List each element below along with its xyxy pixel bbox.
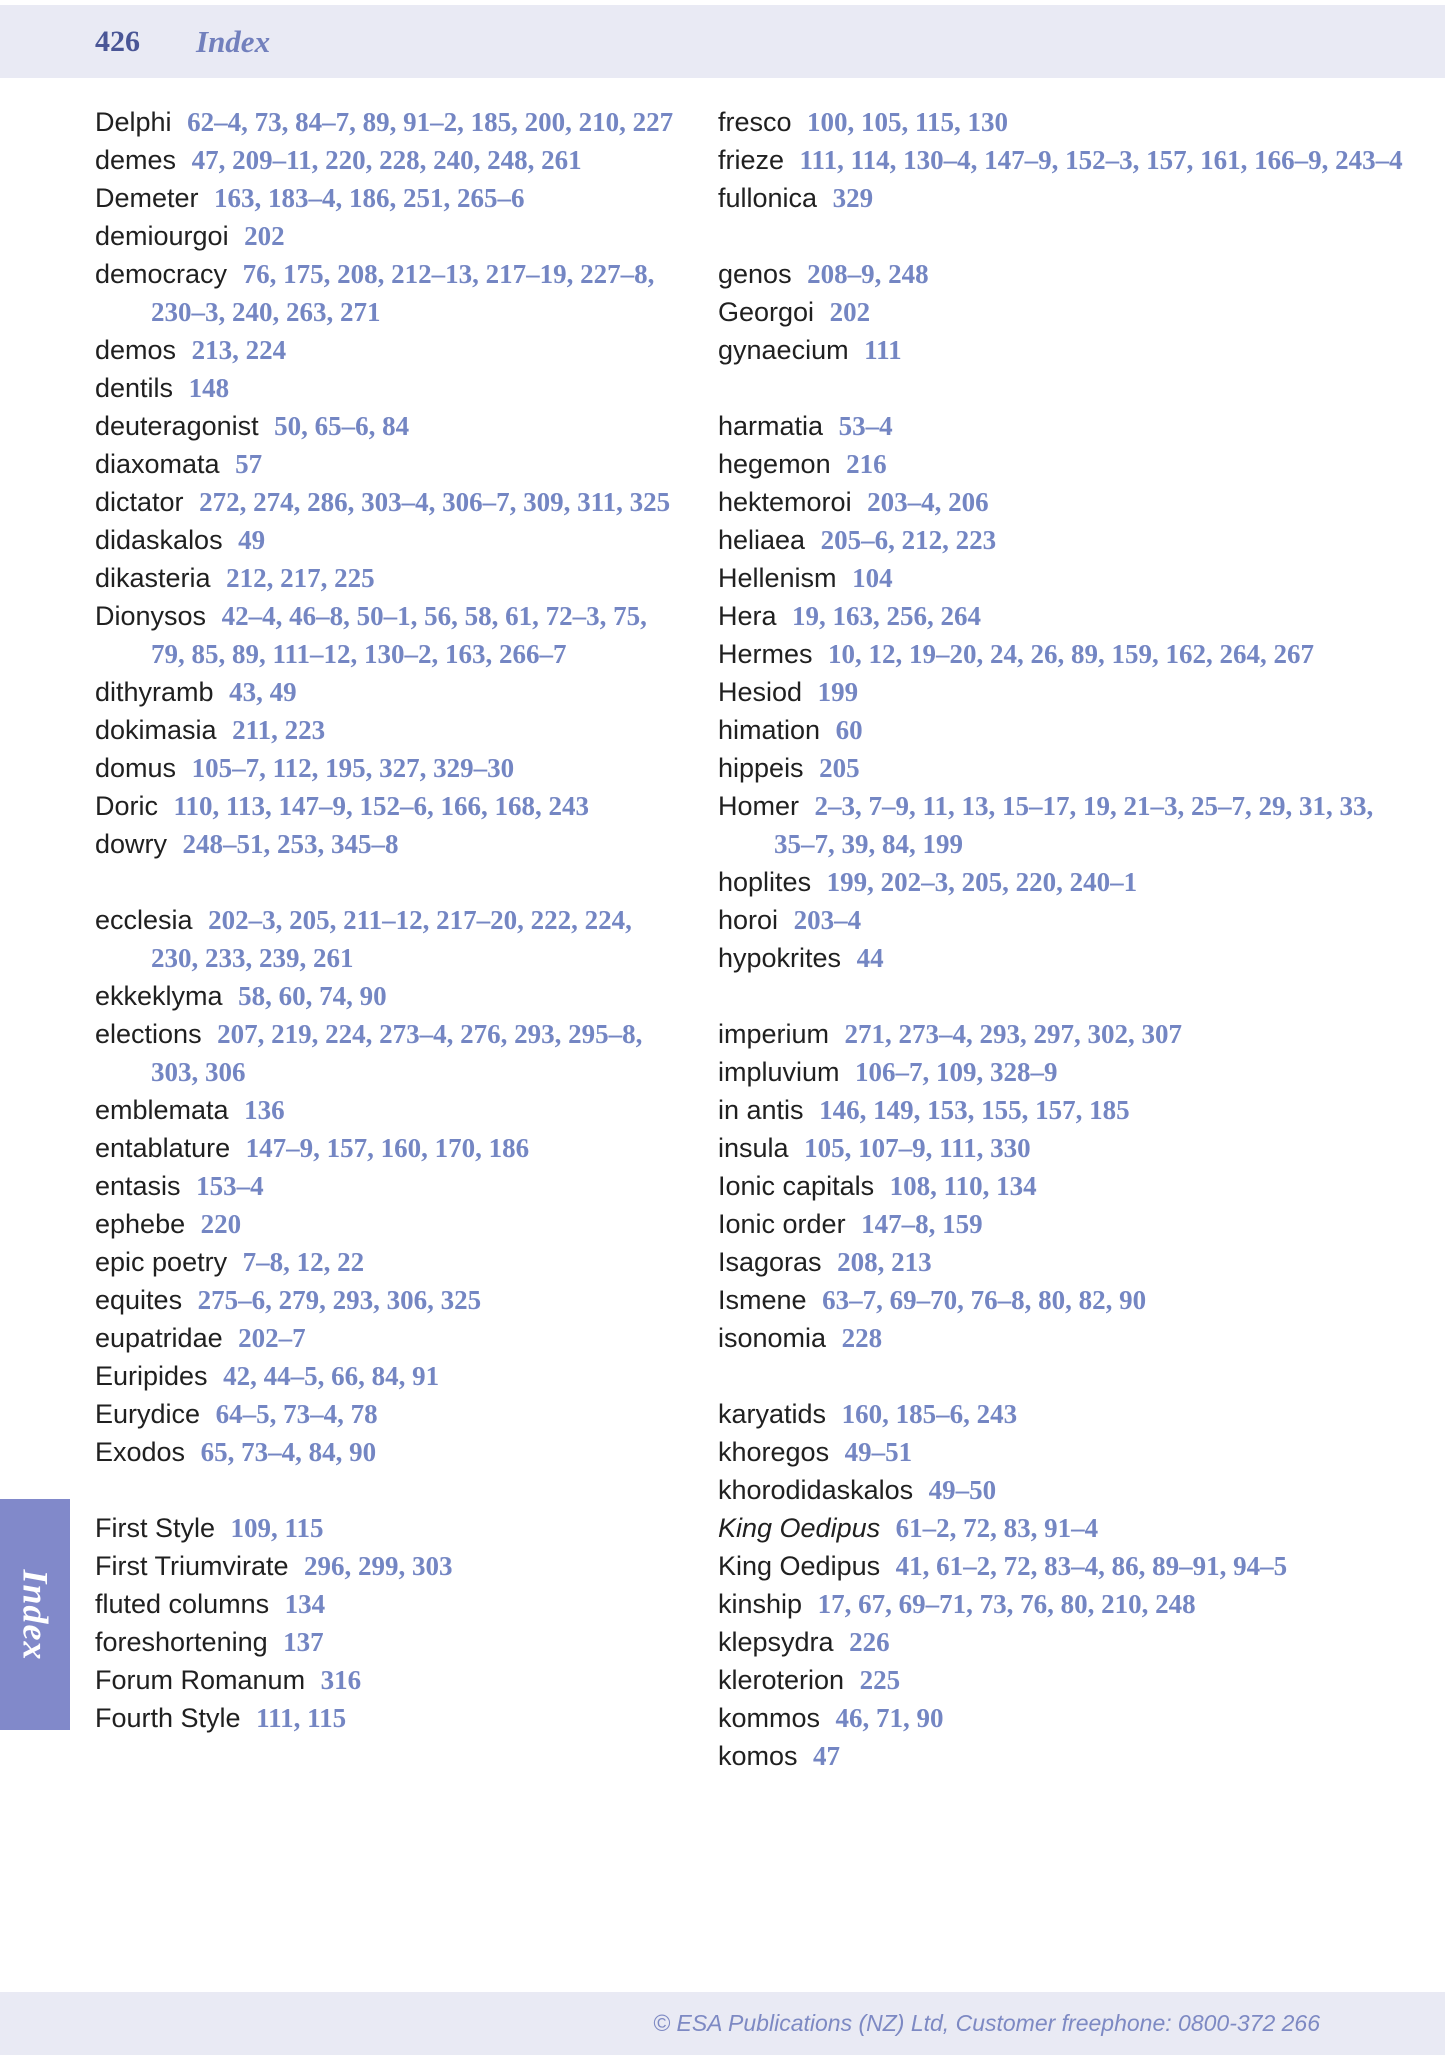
index-entry bbox=[718, 1509, 1405, 1547]
entry-term: himation bbox=[718, 715, 821, 745]
entry-pages: 202–7 bbox=[238, 1323, 306, 1353]
entry-term: Isagoras bbox=[718, 1247, 822, 1277]
index-entry bbox=[718, 1661, 1405, 1699]
index-entry bbox=[95, 103, 680, 141]
entry-term: emblemata bbox=[95, 1095, 229, 1125]
index-entry bbox=[95, 787, 680, 825]
index-entry bbox=[95, 1167, 680, 1205]
index-entry bbox=[95, 521, 680, 559]
index-entry bbox=[718, 559, 1405, 597]
entry-pages: 205 bbox=[819, 753, 860, 783]
index-entry bbox=[95, 977, 680, 1015]
entry-term: King Oedipus bbox=[718, 1551, 881, 1581]
index-entry bbox=[95, 1205, 680, 1243]
entry-term: kommos bbox=[718, 1703, 821, 1733]
entry-pages: 136 bbox=[244, 1095, 285, 1125]
entry-pages: 42–4, 46–8, 50–1, 56, 58, 61, 72–3, 75, 79, 85, 89, 111–12, 130–2, 163, 266–7 bbox=[151, 601, 647, 669]
entry-term: horoi bbox=[718, 905, 779, 935]
entry-pages: 148 bbox=[188, 373, 230, 403]
entry-term: King Oedipus bbox=[718, 1513, 881, 1543]
entry-pages: 17, 67, 69–71, 73, 76, 80, 210, 248 bbox=[817, 1589, 1196, 1619]
index-entry bbox=[718, 597, 1405, 635]
entry-term: dikasteria bbox=[95, 563, 211, 593]
index-entry bbox=[718, 1015, 1405, 1053]
entry-term: ephebe bbox=[95, 1209, 186, 1239]
index-entry bbox=[95, 445, 680, 483]
page-number: 426 bbox=[95, 24, 140, 58]
entry-pages: 100, 105, 115, 130 bbox=[807, 107, 1009, 137]
entry-term: epic poetry bbox=[95, 1247, 228, 1277]
index-entry bbox=[95, 825, 680, 863]
entry-pages: 163, 183–4, 186, 251, 265–6 bbox=[214, 183, 525, 213]
index-entry bbox=[718, 445, 1405, 483]
entry-pages: 211, 223 bbox=[232, 715, 326, 745]
entry-term: fresco bbox=[718, 107, 792, 137]
entry-pages: 216 bbox=[846, 449, 887, 479]
entry-pages: 10, 12, 19–20, 24, 26, 89, 159, 162, 264, 267 bbox=[828, 639, 1315, 669]
entry-term: Ionic capitals bbox=[718, 1171, 875, 1201]
entry-pages: 134 bbox=[284, 1589, 326, 1619]
entry-pages: 271, 273–4, 293, 297, 302, 307 bbox=[844, 1019, 1183, 1049]
entry-pages: 43, 49 bbox=[229, 677, 297, 707]
index-entry bbox=[95, 711, 680, 749]
index-entry bbox=[718, 1129, 1405, 1167]
entry-term: eupatridae bbox=[95, 1323, 223, 1353]
entry-pages: 316 bbox=[320, 1665, 362, 1695]
index-entry bbox=[718, 331, 1405, 369]
entry-term: gynaecium bbox=[718, 335, 849, 365]
publisher-copyright: © ESA Publications (NZ) Ltd, Customer freephone: 0800-372 266 bbox=[653, 2010, 1320, 2036]
index-entry bbox=[718, 1281, 1405, 1319]
entry-term: khorodidaskalos bbox=[718, 1475, 914, 1505]
entry-term: Hellenism bbox=[718, 563, 837, 593]
index-entry bbox=[95, 1699, 680, 1737]
index-entry bbox=[718, 787, 1405, 863]
entry-pages: 225 bbox=[859, 1665, 901, 1695]
index-entry bbox=[718, 1319, 1405, 1357]
entry-term: Ionic order bbox=[718, 1209, 846, 1239]
entry-term: komos bbox=[718, 1741, 798, 1771]
entry-term: harmatia bbox=[718, 411, 824, 441]
entry-term: Forum Romanum bbox=[95, 1665, 306, 1695]
entry-pages: 212, 217, 225 bbox=[226, 563, 375, 593]
entry-term: ecclesia bbox=[95, 905, 193, 935]
index-entry bbox=[95, 1281, 680, 1319]
entry-term: heliaea bbox=[718, 525, 806, 555]
index-entry bbox=[718, 1395, 1405, 1433]
entry-pages: 111, 115 bbox=[256, 1703, 347, 1733]
index-entry bbox=[718, 179, 1405, 217]
index-entry bbox=[95, 141, 680, 179]
index-entry bbox=[718, 1167, 1405, 1205]
entry-pages: 41, 61–2, 72, 83–4, 86, 89–91, 94–5 bbox=[895, 1551, 1288, 1581]
index-entry bbox=[95, 1509, 680, 1547]
entry-pages: 104 bbox=[852, 563, 893, 593]
side-tab-label: Index bbox=[15, 1568, 56, 1661]
entry-pages: 226 bbox=[849, 1627, 890, 1657]
entry-term: First Style bbox=[95, 1513, 216, 1543]
index-entry bbox=[95, 749, 680, 787]
index-entry bbox=[95, 559, 680, 597]
entry-pages: 64–5, 73–4, 78 bbox=[215, 1399, 378, 1429]
index-content bbox=[95, 103, 1405, 1775]
index-group bbox=[718, 103, 1405, 217]
entry-term: hypokrites bbox=[718, 943, 842, 973]
index-entry bbox=[718, 293, 1405, 331]
entry-pages: 147–8, 159 bbox=[861, 1209, 983, 1239]
entry-pages: 207, 219, 224, 273–4, 276, 293, 295–8, 303, 306 bbox=[151, 1019, 643, 1087]
entry-pages: 203–4 bbox=[793, 905, 862, 935]
index-entry bbox=[718, 863, 1405, 901]
entry-term: demiourgoi bbox=[95, 221, 229, 251]
entry-pages: 228 bbox=[841, 1323, 883, 1353]
index-entry bbox=[718, 1547, 1405, 1585]
index-entry bbox=[718, 103, 1405, 141]
index-entry bbox=[95, 1395, 680, 1433]
entry-pages: 108, 110, 134 bbox=[889, 1171, 1037, 1201]
index-entry bbox=[718, 1699, 1405, 1737]
entry-pages: 208, 213 bbox=[837, 1247, 932, 1277]
entry-term: dentils bbox=[95, 373, 174, 403]
entry-pages: 62–4, 73, 84–7, 89, 91–2, 185, 200, 210, 227 bbox=[187, 107, 674, 137]
entry-term: hoplites bbox=[718, 867, 812, 897]
index-group bbox=[718, 1395, 1405, 1775]
index-entry bbox=[95, 255, 680, 331]
index-entry bbox=[95, 217, 680, 255]
entry-pages: 47, 209–11, 220, 228, 240, 248, 261 bbox=[191, 145, 582, 175]
entry-pages: 296, 299, 303 bbox=[304, 1551, 453, 1581]
index-group bbox=[95, 103, 680, 863]
index-entry bbox=[718, 711, 1405, 749]
entry-term: Delphi bbox=[95, 107, 172, 137]
index-entry bbox=[95, 1433, 680, 1471]
entry-pages: 44 bbox=[856, 943, 884, 973]
index-column-left bbox=[95, 103, 680, 1737]
entry-pages: 202–3, 205, 211–12, 217–20, 222, 224, 230, 233, 239, 261 bbox=[151, 905, 632, 973]
index-entry bbox=[718, 407, 1405, 445]
entry-term: entasis bbox=[95, 1171, 181, 1201]
index-entry bbox=[95, 407, 680, 445]
entry-pages: 203–4, 206 bbox=[867, 487, 989, 517]
index-entry bbox=[95, 1623, 680, 1661]
entry-term: democracy bbox=[95, 259, 228, 289]
entry-pages: 275–6, 279, 293, 306, 325 bbox=[197, 1285, 482, 1315]
entry-term: Fourth Style bbox=[95, 1703, 241, 1733]
entry-pages: 147–9, 157, 160, 170, 186 bbox=[245, 1133, 530, 1163]
entry-term: frieze bbox=[718, 145, 785, 175]
entry-term: didaskalos bbox=[95, 525, 223, 555]
entry-pages: 2–3, 7–9, 11, 13, 15–17, 19, 21–3, 25–7, 29, 31, 33, 35–7, 39, 84, 199 bbox=[774, 791, 1374, 859]
entry-term: Georgoi bbox=[718, 297, 815, 327]
entry-pages: 109, 115 bbox=[230, 1513, 324, 1543]
entry-term: karyatids bbox=[718, 1399, 827, 1429]
entry-pages: 63–7, 69–70, 76–8, 80, 82, 90 bbox=[822, 1285, 1147, 1315]
entry-pages: 208–9, 248 bbox=[807, 259, 929, 289]
entry-pages: 111 bbox=[864, 335, 902, 365]
page-title: Index bbox=[196, 23, 271, 59]
index-entry bbox=[718, 1737, 1405, 1775]
index-group bbox=[718, 407, 1405, 977]
index-entry bbox=[718, 901, 1405, 939]
entry-pages: 329 bbox=[832, 183, 874, 213]
index-group bbox=[718, 255, 1405, 369]
entry-term: Homer bbox=[718, 791, 800, 821]
entry-term: isonomia bbox=[718, 1323, 827, 1353]
entry-term: fullonica bbox=[718, 183, 818, 213]
entry-term: Dionysos bbox=[95, 601, 207, 631]
index-entry bbox=[718, 749, 1405, 787]
index-entry bbox=[95, 179, 680, 217]
entry-term: insula bbox=[718, 1133, 789, 1163]
index-entry bbox=[718, 939, 1405, 977]
entry-pages: 153–4 bbox=[196, 1171, 264, 1201]
index-entry bbox=[718, 255, 1405, 293]
entry-pages: 60 bbox=[835, 715, 863, 745]
index-entry bbox=[95, 331, 680, 369]
entry-term: dokimasia bbox=[95, 715, 217, 745]
entry-term: in antis bbox=[718, 1095, 804, 1125]
entry-term: demes bbox=[95, 145, 177, 175]
index-entry bbox=[95, 1091, 680, 1129]
entry-term: hippeis bbox=[718, 753, 804, 783]
index-group bbox=[95, 1509, 680, 1737]
entry-pages: 53–4 bbox=[838, 411, 893, 441]
entry-pages: 202 bbox=[244, 221, 285, 251]
entry-term: Hermes bbox=[718, 639, 813, 669]
entry-pages: 76, 175, 208, 212–13, 217–19, 227–8, 230–3, 240, 263, 271 bbox=[151, 259, 655, 327]
index-entry bbox=[95, 1015, 680, 1091]
index-entry bbox=[718, 1433, 1405, 1471]
entry-term: Hera bbox=[718, 601, 777, 631]
entry-term: klepsydra bbox=[718, 1627, 834, 1657]
index-entry bbox=[95, 1585, 680, 1623]
entry-term: khoregos bbox=[718, 1437, 830, 1467]
index-entry bbox=[718, 521, 1405, 559]
entry-pages: 160, 185–6, 243 bbox=[841, 1399, 1018, 1429]
entry-term: kleroterion bbox=[718, 1665, 845, 1695]
entry-pages: 49 bbox=[238, 525, 266, 555]
page-header-bar bbox=[0, 5, 1445, 78]
entry-pages: 248–51, 253, 345–8 bbox=[182, 829, 399, 859]
entry-term: kinship bbox=[718, 1589, 803, 1619]
index-entry bbox=[95, 1129, 680, 1167]
entry-term: hegemon bbox=[718, 449, 831, 479]
entry-pages: 272, 274, 286, 303–4, 306–7, 309, 311, 325 bbox=[199, 487, 671, 517]
index-entry bbox=[718, 1243, 1405, 1281]
entry-pages: 19, 163, 256, 264 bbox=[792, 601, 982, 631]
entry-term: First Triumvirate bbox=[95, 1551, 289, 1581]
entry-pages: 105, 107–9, 111, 330 bbox=[804, 1133, 1031, 1163]
entry-term: genos bbox=[718, 259, 792, 289]
entry-term: Exodos bbox=[95, 1437, 186, 1467]
index-entry bbox=[95, 483, 680, 521]
entry-pages: 46, 71, 90 bbox=[835, 1703, 944, 1733]
entry-term: Doric bbox=[95, 791, 159, 821]
index-entry bbox=[95, 1319, 680, 1357]
entry-pages: 50, 65–6, 84 bbox=[274, 411, 410, 441]
index-entry bbox=[95, 597, 680, 673]
entry-pages: 65, 73–4, 84, 90 bbox=[200, 1437, 377, 1467]
entry-pages: 199, 202–3, 205, 220, 240–1 bbox=[826, 867, 1138, 897]
index-entry bbox=[718, 483, 1405, 521]
entry-pages: 61–2, 72, 83, 91–4 bbox=[895, 1513, 1099, 1543]
entry-term: fluted columns bbox=[95, 1589, 270, 1619]
index-column-right bbox=[718, 103, 1405, 1775]
section-side-tab bbox=[0, 1499, 70, 1730]
index-entry bbox=[95, 1357, 680, 1395]
entry-term: impluvium bbox=[718, 1057, 840, 1087]
entry-term: diaxomata bbox=[95, 449, 220, 479]
entry-term: Eurydice bbox=[95, 1399, 201, 1429]
entry-term: equites bbox=[95, 1285, 183, 1315]
entry-pages: 105–7, 112, 195, 327, 329–30 bbox=[191, 753, 515, 783]
entry-term: deuteragonist bbox=[95, 411, 259, 441]
entry-term: dictator bbox=[95, 487, 184, 517]
entry-pages: 111, 114, 130–4, 147–9, 152–3, 157, 161, 166–9, 243–4 bbox=[799, 145, 1403, 175]
entry-pages: 57 bbox=[235, 449, 263, 479]
entry-term: hektemoroi bbox=[718, 487, 852, 517]
index-group bbox=[95, 901, 680, 1471]
index-entry bbox=[718, 1585, 1405, 1623]
entry-pages: 110, 113, 147–9, 152–6, 166, 168, 243 bbox=[173, 791, 590, 821]
entry-term: imperium bbox=[718, 1019, 830, 1049]
index-entry bbox=[95, 1243, 680, 1281]
index-entry bbox=[718, 141, 1405, 179]
index-entry bbox=[718, 1623, 1405, 1661]
entry-term: Euripides bbox=[95, 1361, 208, 1391]
entry-pages: 106–7, 109, 328–9 bbox=[855, 1057, 1058, 1087]
entry-pages: 213, 224 bbox=[191, 335, 287, 365]
index-entry bbox=[718, 635, 1405, 673]
index-entry bbox=[95, 369, 680, 407]
entry-pages: 205–6, 212, 223 bbox=[820, 525, 997, 555]
entry-term: domus bbox=[95, 753, 177, 783]
index-entry bbox=[95, 901, 680, 977]
index-entry bbox=[718, 673, 1405, 711]
entry-pages: 7–8, 12, 22 bbox=[242, 1247, 365, 1277]
entry-pages: 49–51 bbox=[844, 1437, 913, 1467]
index-group bbox=[718, 1015, 1405, 1357]
entry-term: Ismene bbox=[718, 1285, 807, 1315]
index-entry bbox=[718, 1471, 1405, 1509]
entry-pages: 47 bbox=[813, 1741, 841, 1771]
index-entry bbox=[95, 1547, 680, 1585]
entry-term: dowry bbox=[95, 829, 168, 859]
entry-term: foreshortening bbox=[95, 1627, 268, 1657]
index-entry bbox=[718, 1205, 1405, 1243]
index-entry bbox=[718, 1053, 1405, 1091]
entry-pages: 199 bbox=[817, 677, 859, 707]
entry-term: entablature bbox=[95, 1133, 231, 1163]
entry-pages: 42, 44–5, 66, 84, 91 bbox=[223, 1361, 440, 1391]
entry-term: ekkeklyma bbox=[95, 981, 223, 1011]
entry-term: Hesiod bbox=[718, 677, 803, 707]
index-entry bbox=[95, 1661, 680, 1699]
index-entry bbox=[95, 673, 680, 711]
entry-term: elections bbox=[95, 1019, 202, 1049]
entry-term: dithyramb bbox=[95, 677, 214, 707]
entry-pages: 220 bbox=[200, 1209, 242, 1239]
entry-pages: 146, 149, 153, 155, 157, 185 bbox=[819, 1095, 1130, 1125]
index-entry bbox=[718, 1091, 1405, 1129]
entry-term: Demeter bbox=[95, 183, 199, 213]
entry-pages: 202 bbox=[829, 297, 871, 327]
entry-pages: 58, 60, 74, 90 bbox=[238, 981, 387, 1011]
page-footer-bar bbox=[0, 1992, 1445, 2055]
entry-pages: 137 bbox=[283, 1627, 324, 1657]
entry-pages: 49–50 bbox=[928, 1475, 997, 1505]
entry-term: demos bbox=[95, 335, 177, 365]
